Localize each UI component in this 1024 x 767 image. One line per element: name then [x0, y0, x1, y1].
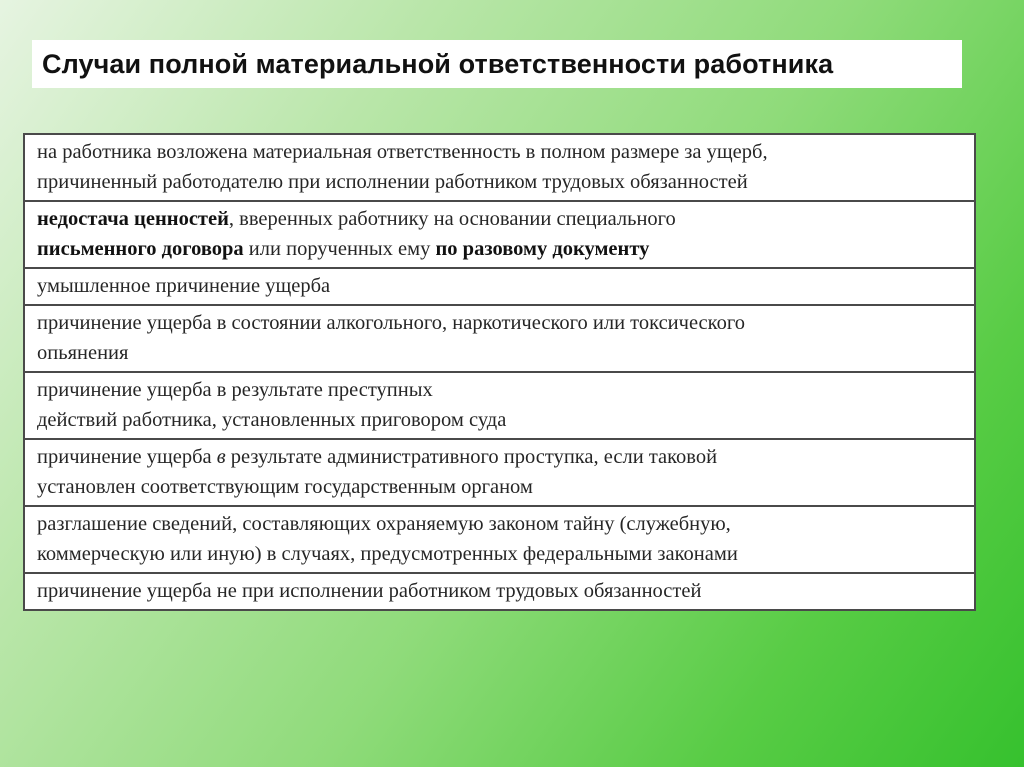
case-text: причинение ущерба не при исполнении работником трудовых обязанностей	[37, 580, 702, 602]
table-row	[24, 201, 975, 268]
case-text-bold: письменного договора	[37, 238, 244, 260]
case-cell	[24, 439, 975, 506]
table-row	[24, 573, 975, 610]
case-text: причинение ущерба в состоянии алкогольного, наркотического или токсического	[37, 312, 745, 334]
case-text: причинение ущерба	[37, 446, 217, 468]
case-text: умышленное причинение ущерба	[37, 275, 331, 297]
case-text: результате административного проступка, если таковой	[225, 446, 718, 468]
case-text-bold: по разовому документу	[435, 238, 650, 260]
case-cell	[24, 573, 975, 610]
table-row	[24, 305, 975, 372]
case-text: опьянения	[37, 342, 129, 364]
case-cell	[24, 268, 975, 305]
case-text: на работника возложена материальная ответственность в полном размере за ущерб,	[37, 141, 768, 163]
table-row	[24, 268, 975, 305]
table-row	[24, 506, 975, 573]
table-row	[24, 439, 975, 506]
cases-table	[23, 133, 976, 611]
case-text: или порученных ему	[243, 238, 436, 260]
cases-table-body	[24, 134, 975, 610]
case-text: причинение ущерба в результате преступных	[37, 379, 433, 401]
case-cell	[24, 372, 975, 439]
table-row	[24, 134, 975, 201]
case-text-italic: в	[216, 446, 226, 468]
case-text: коммерческую или иную) в случаях, предусмотренных федеральными законами	[37, 543, 738, 565]
case-cell	[24, 506, 975, 573]
page-title: Случаи полной материальной ответственности работника	[42, 48, 834, 79]
table-row	[24, 372, 975, 439]
case-text: разглашение сведений, составляющих охраняемую законом тайну (служебную,	[37, 513, 731, 535]
case-text: причиненный работодателю при исполнении работником трудовых обязанностей	[37, 171, 748, 193]
case-text-bold: недостача ценностей	[37, 208, 229, 230]
case-text: действий работника, установленных приговором суда	[37, 409, 507, 431]
case-text: , вверенных работнику на основании специального	[228, 208, 676, 230]
case-cell	[24, 134, 975, 201]
title-box	[32, 40, 962, 88]
case-cell	[24, 305, 975, 372]
case-text: установлен соответствующим государственным органом	[37, 476, 533, 498]
case-cell	[24, 201, 975, 268]
